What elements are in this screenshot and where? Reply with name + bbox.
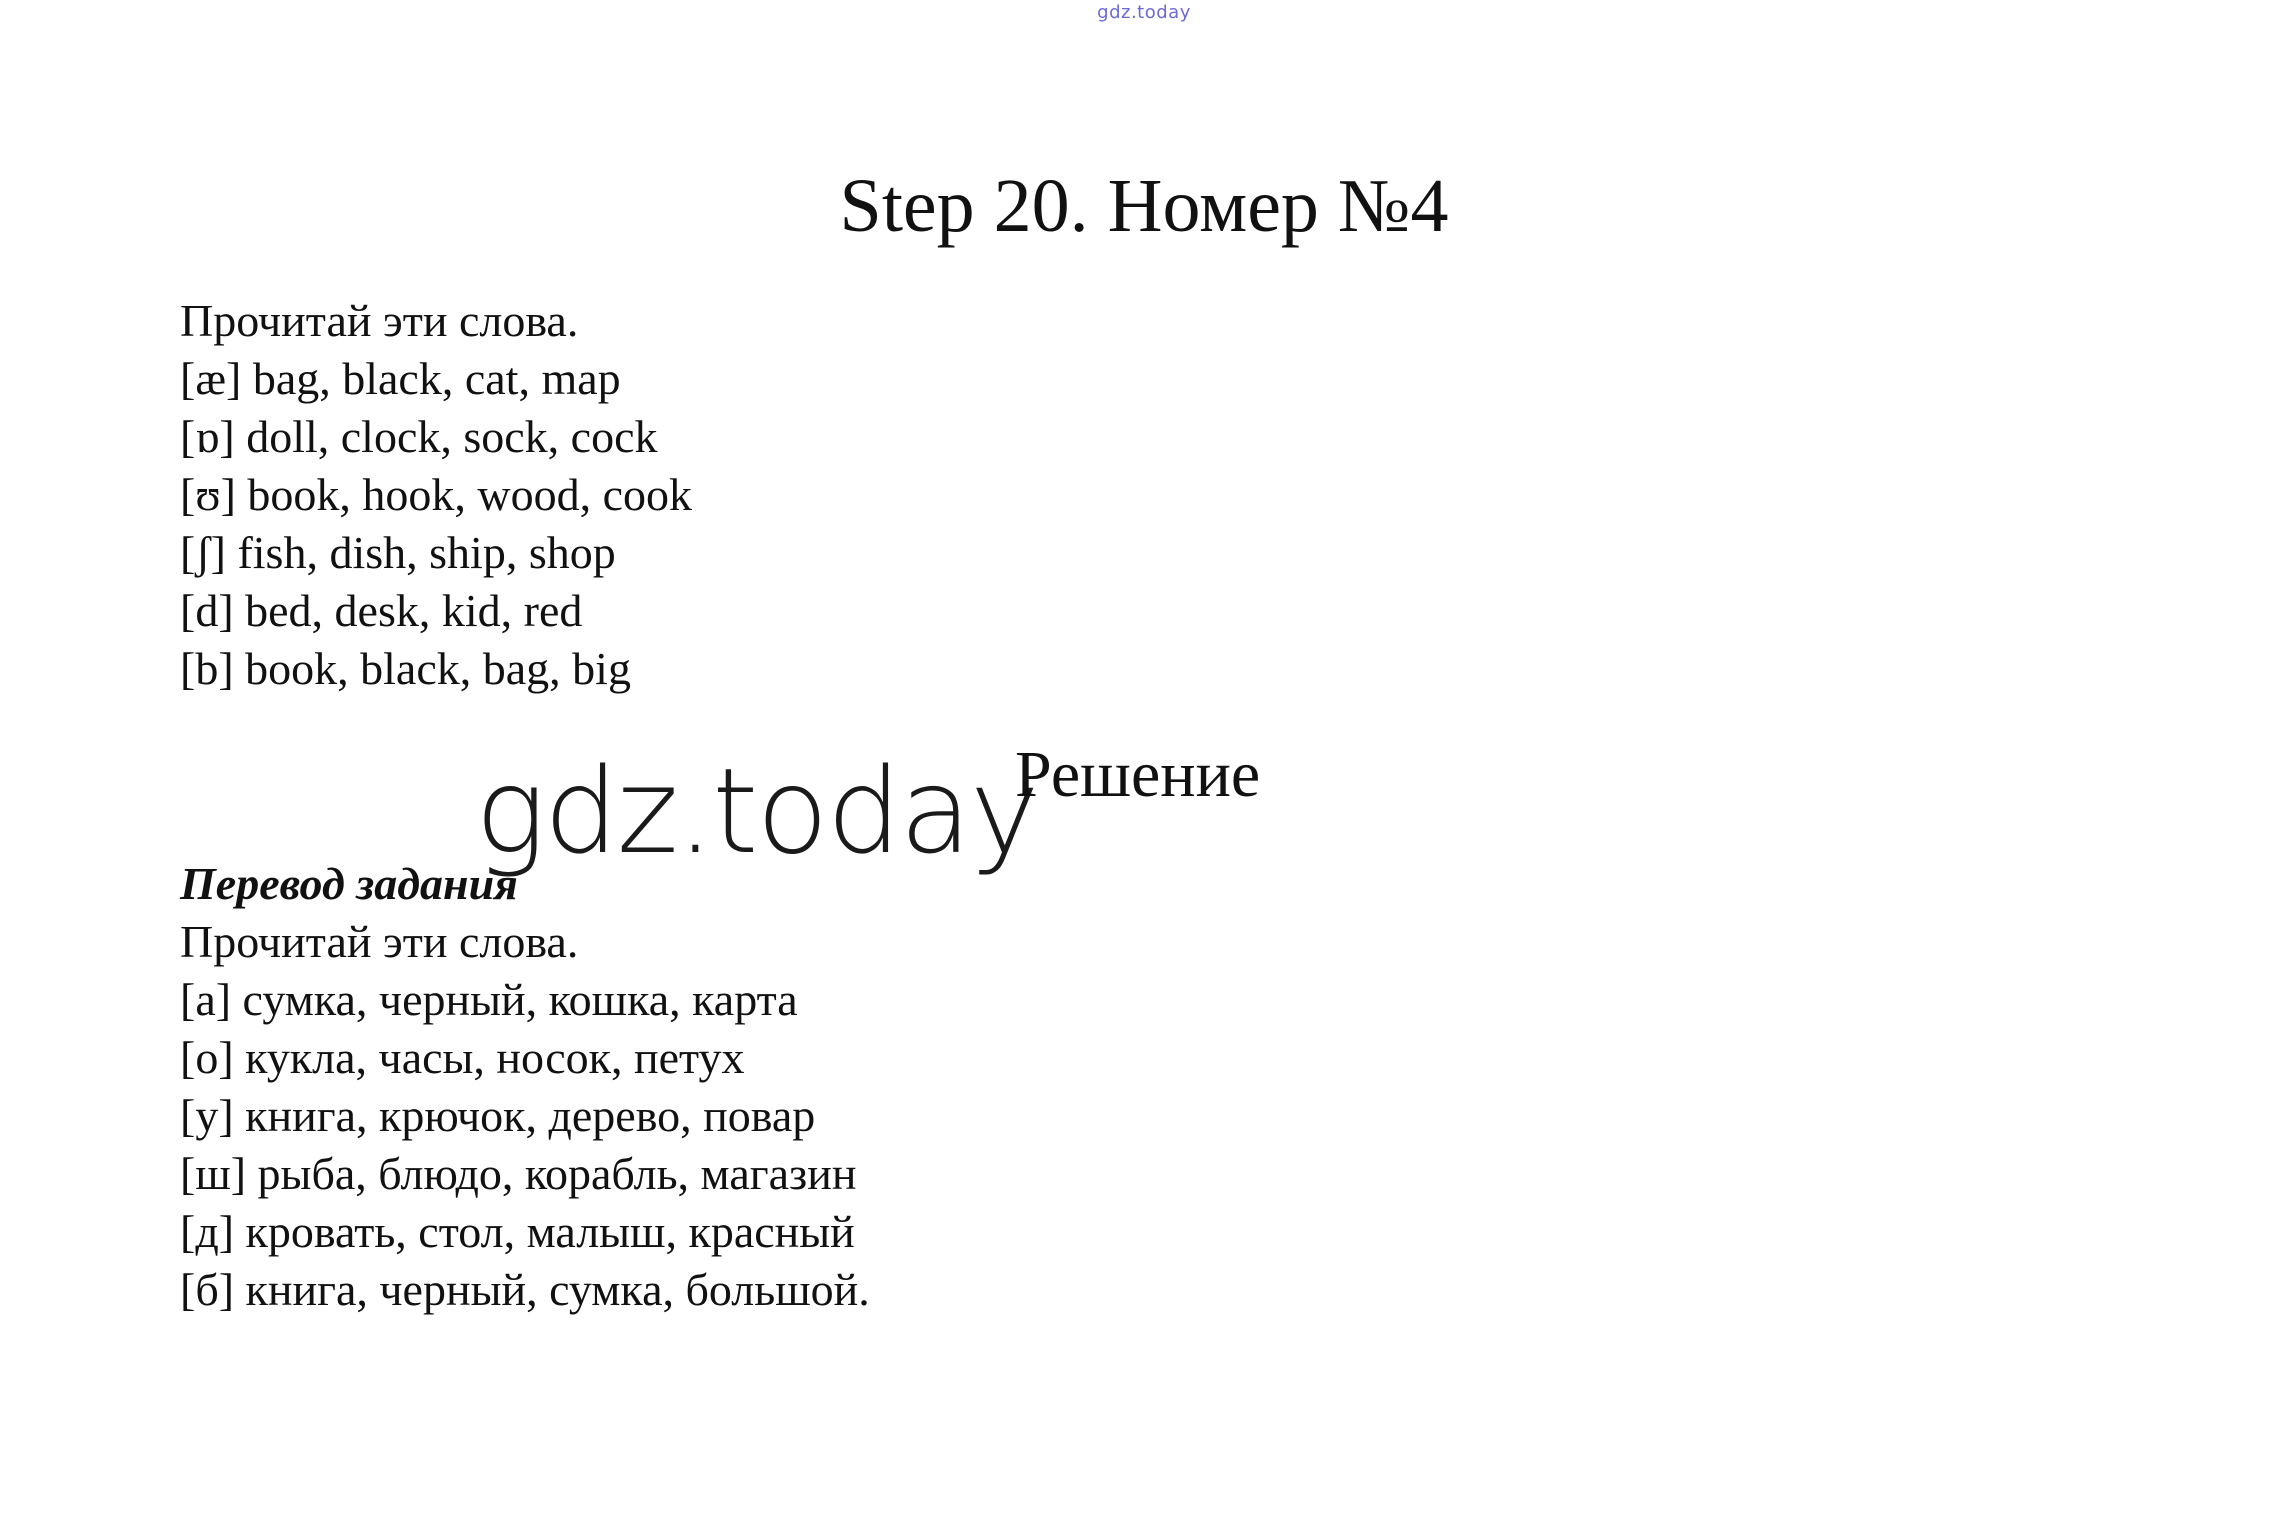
translation-block — [180, 855, 870, 1319]
translation-instruction: Прочитай эти слова. — [180, 916, 579, 967]
task-line: [b] book, black, bag, big — [180, 643, 631, 694]
translation-line: [ш] рыба, блюдо, корабль, магазин — [180, 1148, 857, 1199]
task-line: [ʊ] book, hook, wood, cook — [180, 469, 693, 520]
translation-line: [д] кровать, стол, малыш, красный — [180, 1206, 855, 1257]
translation-heading: Перевод задания — [180, 858, 518, 909]
site-watermark: gdz.today — [475, 742, 1038, 880]
page-title: Step 20. Номер №4 — [839, 164, 1449, 248]
task-line: [æ] bag, black, cat, map — [180, 353, 621, 404]
translation-line: [а] сумка, черный, кошка, карта — [180, 974, 798, 1025]
top-watermark: gdz.today — [1097, 2, 1191, 23]
task-line: [ʃ] fish, dish, ship, shop — [180, 527, 616, 578]
task-line: [ɒ] doll, clock, sock, cock — [180, 411, 658, 462]
translation-line: [б] книга, черный, сумка, большой. — [180, 1264, 870, 1315]
translation-line: [о] кукла, часы, носок, петух — [180, 1032, 745, 1083]
translation-line: [у] книга, крючок, дерево, повар — [180, 1090, 816, 1141]
task-block — [180, 292, 692, 698]
task-instruction: Прочитай эти слова. — [180, 295, 579, 346]
solution-heading: Решение — [1015, 738, 1261, 811]
task-line: [d] bed, desk, kid, red — [180, 585, 583, 636]
